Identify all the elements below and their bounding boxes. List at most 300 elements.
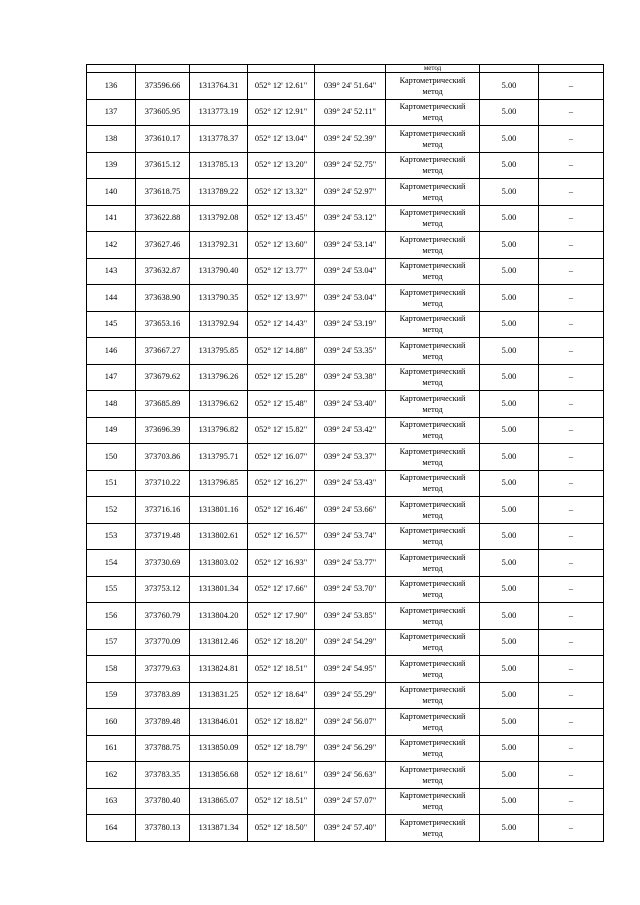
point-number-cell: 140 xyxy=(87,179,136,206)
latitude-cell: 052° 12' 17.66" xyxy=(248,576,315,603)
note-cell: – xyxy=(539,497,604,524)
note-cell: – xyxy=(539,232,604,259)
table-row xyxy=(87,311,604,338)
y-coordinate-cell: 1313790.40 xyxy=(190,258,248,285)
method-line-1: Картометрический xyxy=(399,791,466,801)
table-row xyxy=(87,629,604,656)
longitude-cell: 039° 24' 57.07" xyxy=(315,788,386,815)
table-cell xyxy=(315,65,386,73)
method-line-1: Картометрический xyxy=(399,234,466,244)
method-line-2: метод xyxy=(422,139,443,149)
note-cell: – xyxy=(539,391,604,418)
method-cell xyxy=(386,258,480,285)
method-line-1: Картометрический xyxy=(399,685,466,695)
latitude-cell: 052° 12' 13.77" xyxy=(248,258,315,285)
table-cell xyxy=(87,65,136,73)
accuracy-cell: 5.00 xyxy=(480,788,539,815)
x-coordinate-cell: 373780.40 xyxy=(136,788,190,815)
y-coordinate-cell: 1313792.08 xyxy=(190,205,248,232)
x-coordinate-cell: 373719.48 xyxy=(136,523,190,550)
y-coordinate-cell: 1313865.07 xyxy=(190,788,248,815)
accuracy-cell: 5.00 xyxy=(480,311,539,338)
method-line-2: метод xyxy=(422,298,443,308)
method-cell xyxy=(386,73,480,100)
latitude-cell: 052° 12' 15.48" xyxy=(248,391,315,418)
note-cell: – xyxy=(539,788,604,815)
note-cell: – xyxy=(539,656,604,683)
longitude-cell: 039° 24' 54.95" xyxy=(315,656,386,683)
method-line-2: метод xyxy=(422,113,443,123)
method-line-1: Картометрический xyxy=(399,155,466,165)
method-cell xyxy=(386,788,480,815)
longitude-cell: 039° 24' 53.35" xyxy=(315,338,386,365)
note-cell: – xyxy=(539,735,604,762)
point-number-cell: 143 xyxy=(87,258,136,285)
accuracy-cell: 5.00 xyxy=(480,603,539,630)
method-line-2: метод xyxy=(422,537,443,547)
x-coordinate-cell: 373783.35 xyxy=(136,762,190,789)
method-line-1: Картометрический xyxy=(399,817,466,827)
note-cell: – xyxy=(539,576,604,603)
accuracy-cell: 5.00 xyxy=(480,232,539,259)
longitude-cell: 039° 24' 53.66" xyxy=(315,497,386,524)
method-line-2: метод xyxy=(422,245,443,255)
table-row xyxy=(87,682,604,709)
method-line-1: Картометрический xyxy=(399,605,466,615)
method-line-1: Картометрический xyxy=(399,420,466,430)
note-cell: – xyxy=(539,73,604,100)
method-line-2: метод xyxy=(422,722,443,732)
method-cell xyxy=(386,497,480,524)
note-cell: – xyxy=(539,205,604,232)
latitude-cell: 052° 12' 13.97" xyxy=(248,285,315,312)
method-line-2: метод xyxy=(422,563,443,573)
method-cell xyxy=(386,603,480,630)
method-line-1: Картометрический xyxy=(399,314,466,324)
longitude-cell: 039° 24' 53.04" xyxy=(315,285,386,312)
table-row xyxy=(87,523,604,550)
point-number-cell: 163 xyxy=(87,788,136,815)
table-row xyxy=(87,364,604,391)
method-cell xyxy=(386,126,480,153)
y-coordinate-cell: 1313804.20 xyxy=(190,603,248,630)
table-cell xyxy=(539,65,604,73)
method-cell xyxy=(386,470,480,497)
y-coordinate-cell: 1313785.13 xyxy=(190,152,248,179)
method-cell xyxy=(386,285,480,312)
note-cell: – xyxy=(539,417,604,444)
table-row xyxy=(87,470,604,497)
y-coordinate-cell: 1313795.85 xyxy=(190,338,248,365)
x-coordinate-cell: 373610.17 xyxy=(136,126,190,153)
method-line-2: метод xyxy=(422,669,443,679)
latitude-cell: 052° 12' 13.20" xyxy=(248,152,315,179)
note-cell: – xyxy=(539,258,604,285)
x-coordinate-cell: 373632.87 xyxy=(136,258,190,285)
latitude-cell: 052° 12' 18.20" xyxy=(248,629,315,656)
y-coordinate-cell: 1313796.26 xyxy=(190,364,248,391)
longitude-cell: 039° 24' 53.19" xyxy=(315,311,386,338)
method-cell xyxy=(386,762,480,789)
accuracy-cell: 5.00 xyxy=(480,179,539,206)
longitude-cell: 039° 24' 52.97" xyxy=(315,179,386,206)
table-row xyxy=(87,788,604,815)
latitude-cell: 052° 12' 18.64" xyxy=(248,682,315,709)
table-row xyxy=(87,735,604,762)
x-coordinate-cell: 373783.89 xyxy=(136,682,190,709)
point-number-cell: 144 xyxy=(87,285,136,312)
method-line-1: Картометрический xyxy=(399,287,466,297)
method-cell xyxy=(386,99,480,126)
latitude-cell: 052° 12' 12.91" xyxy=(248,99,315,126)
x-coordinate-cell: 373667.27 xyxy=(136,338,190,365)
point-number-cell: 153 xyxy=(87,523,136,550)
method-line-1: Картометрический xyxy=(399,738,466,748)
point-number-cell: 145 xyxy=(87,311,136,338)
accuracy-cell: 5.00 xyxy=(480,576,539,603)
method-cell xyxy=(386,179,480,206)
method-line-2: метод xyxy=(422,86,443,96)
x-coordinate-cell: 373716.16 xyxy=(136,497,190,524)
longitude-cell: 039° 24' 51.64" xyxy=(315,73,386,100)
point-number-cell: 142 xyxy=(87,232,136,259)
y-coordinate-cell: 1313871.34 xyxy=(190,815,248,842)
y-coordinate-cell: 1313796.62 xyxy=(190,391,248,418)
method-cell xyxy=(386,205,480,232)
y-coordinate-cell: 1313773.19 xyxy=(190,99,248,126)
method-line-2: метод xyxy=(422,431,443,441)
method-cell xyxy=(386,417,480,444)
accuracy-cell: 5.00 xyxy=(480,629,539,656)
longitude-cell: 039° 24' 53.14" xyxy=(315,232,386,259)
point-number-cell: 148 xyxy=(87,391,136,418)
x-coordinate-cell: 373703.86 xyxy=(136,444,190,471)
accuracy-cell: 5.00 xyxy=(480,364,539,391)
longitude-cell: 039° 24' 52.39" xyxy=(315,126,386,153)
table-row xyxy=(87,603,604,630)
longitude-cell: 039° 24' 53.85" xyxy=(315,603,386,630)
accuracy-cell: 5.00 xyxy=(480,682,539,709)
point-number-cell: 146 xyxy=(87,338,136,365)
point-number-cell: 151 xyxy=(87,470,136,497)
latitude-cell: 052° 12' 13.45" xyxy=(248,205,315,232)
method-line-1: Картометрический xyxy=(399,75,466,85)
x-coordinate-cell: 373780.13 xyxy=(136,815,190,842)
accuracy-cell: 5.00 xyxy=(480,417,539,444)
latitude-cell: 052° 12' 18.51" xyxy=(248,656,315,683)
method-line-1: Картометрический xyxy=(399,526,466,536)
method-line-1: Картометрический xyxy=(399,102,466,112)
table-row xyxy=(87,73,604,100)
point-number-cell: 139 xyxy=(87,152,136,179)
latitude-cell: 052° 12' 16.57" xyxy=(248,523,315,550)
method-line-2: метод xyxy=(422,616,443,626)
method-line-2: метод xyxy=(422,219,443,229)
table-row xyxy=(87,99,604,126)
latitude-cell: 052° 12' 16.46" xyxy=(248,497,315,524)
method-line-2: метод xyxy=(422,590,443,600)
x-coordinate-cell: 373760.79 xyxy=(136,603,190,630)
method-line-2: метод xyxy=(422,510,443,520)
x-coordinate-cell: 373753.12 xyxy=(136,576,190,603)
method-line-1: Картометрический xyxy=(399,367,466,377)
method-cell xyxy=(386,550,480,577)
table-row xyxy=(87,338,604,365)
point-number-cell: 158 xyxy=(87,656,136,683)
latitude-cell: 052° 12' 16.27" xyxy=(248,470,315,497)
y-coordinate-cell: 1313802.61 xyxy=(190,523,248,550)
accuracy-cell: 5.00 xyxy=(480,126,539,153)
method-line-1: Картометрический xyxy=(399,340,466,350)
method-line-2: метод xyxy=(422,404,443,414)
method-line-1: Картометрический xyxy=(399,181,466,191)
table-row xyxy=(87,497,604,524)
method-line-2: метод xyxy=(422,351,443,361)
x-coordinate-cell: 373696.39 xyxy=(136,417,190,444)
accuracy-cell: 5.00 xyxy=(480,762,539,789)
accuracy-cell: 5.00 xyxy=(480,152,539,179)
note-cell: – xyxy=(539,550,604,577)
table-row xyxy=(87,232,604,259)
method-line-1: Картометрический xyxy=(399,579,466,589)
table-cell xyxy=(136,65,190,73)
method-line-2: метод xyxy=(422,378,443,388)
x-coordinate-cell: 373605.95 xyxy=(136,99,190,126)
note-cell: – xyxy=(539,444,604,471)
note-cell: – xyxy=(539,364,604,391)
point-number-cell: 137 xyxy=(87,99,136,126)
latitude-cell: 052° 12' 18.79" xyxy=(248,735,315,762)
accuracy-cell: 5.00 xyxy=(480,497,539,524)
method-cell xyxy=(386,152,480,179)
note-cell: – xyxy=(539,603,604,630)
point-number-cell: 159 xyxy=(87,682,136,709)
x-coordinate-cell: 373685.89 xyxy=(136,391,190,418)
y-coordinate-cell: 1313796.85 xyxy=(190,470,248,497)
y-coordinate-cell: 1313803.02 xyxy=(190,550,248,577)
point-number-cell: 156 xyxy=(87,603,136,630)
table-cell-method-fragment: метод xyxy=(386,65,480,73)
longitude-cell: 039° 24' 53.04" xyxy=(315,258,386,285)
accuracy-cell: 5.00 xyxy=(480,550,539,577)
x-coordinate-cell: 373788.75 xyxy=(136,735,190,762)
method-cell xyxy=(386,735,480,762)
y-coordinate-cell: 1313846.01 xyxy=(190,709,248,736)
method-line-1: Картометрический xyxy=(399,393,466,403)
table-row xyxy=(87,709,604,736)
latitude-cell: 052° 12' 13.32" xyxy=(248,179,315,206)
latitude-cell: 052° 12' 12.61" xyxy=(248,73,315,100)
accuracy-cell: 5.00 xyxy=(480,709,539,736)
table-row xyxy=(87,656,604,683)
longitude-cell: 039° 24' 53.74" xyxy=(315,523,386,550)
latitude-cell: 052° 12' 18.50" xyxy=(248,815,315,842)
latitude-cell: 052° 12' 16.93" xyxy=(248,550,315,577)
method-line-1: Картометрический xyxy=(399,446,466,456)
note-cell: – xyxy=(539,629,604,656)
table-row xyxy=(87,391,604,418)
accuracy-cell: 5.00 xyxy=(480,656,539,683)
method-line-2: метод xyxy=(422,166,443,176)
point-number-cell: 161 xyxy=(87,735,136,762)
longitude-cell: 039° 24' 53.70" xyxy=(315,576,386,603)
method-line-2: метод xyxy=(422,802,443,812)
accuracy-cell: 5.00 xyxy=(480,735,539,762)
table-row xyxy=(87,179,604,206)
method-line-2: метод xyxy=(422,749,443,759)
method-line-1: Картометрический xyxy=(399,552,466,562)
latitude-cell: 052° 12' 13.60" xyxy=(248,232,315,259)
method-line-1: Картометрический xyxy=(399,711,466,721)
longitude-cell: 039° 24' 55.29" xyxy=(315,682,386,709)
x-coordinate-cell: 373622.88 xyxy=(136,205,190,232)
table-row xyxy=(87,762,604,789)
latitude-cell: 052° 12' 18.61" xyxy=(248,762,315,789)
note-cell: – xyxy=(539,285,604,312)
table-row xyxy=(87,205,604,232)
y-coordinate-cell: 1313850.09 xyxy=(190,735,248,762)
point-number-cell: 141 xyxy=(87,205,136,232)
y-coordinate-cell: 1313795.71 xyxy=(190,444,248,471)
x-coordinate-cell: 373596.66 xyxy=(136,73,190,100)
y-coordinate-cell: 1313824.81 xyxy=(190,656,248,683)
note-cell: – xyxy=(539,682,604,709)
longitude-cell: 039° 24' 57.40" xyxy=(315,815,386,842)
accuracy-cell: 5.00 xyxy=(480,338,539,365)
method-cell xyxy=(386,444,480,471)
point-number-cell: 136 xyxy=(87,73,136,100)
y-coordinate-cell: 1313789.22 xyxy=(190,179,248,206)
point-number-cell: 160 xyxy=(87,709,136,736)
method-line-2: метод xyxy=(422,325,443,335)
longitude-cell: 039° 24' 52.11" xyxy=(315,99,386,126)
x-coordinate-cell: 373627.46 xyxy=(136,232,190,259)
point-number-cell: 164 xyxy=(87,815,136,842)
method-cell xyxy=(386,576,480,603)
x-coordinate-cell: 373789.48 xyxy=(136,709,190,736)
method-cell xyxy=(386,629,480,656)
note-cell: – xyxy=(539,99,604,126)
longitude-cell: 039° 24' 53.12" xyxy=(315,205,386,232)
x-coordinate-cell: 373770.09 xyxy=(136,629,190,656)
x-coordinate-cell: 373779.63 xyxy=(136,656,190,683)
latitude-cell: 052° 12' 13.04" xyxy=(248,126,315,153)
y-coordinate-cell: 1313801.34 xyxy=(190,576,248,603)
longitude-cell: 039° 24' 53.42" xyxy=(315,417,386,444)
latitude-cell: 052° 12' 15.82" xyxy=(248,417,315,444)
y-coordinate-cell: 1313856.68 xyxy=(190,762,248,789)
latitude-cell: 052° 12' 15.28" xyxy=(248,364,315,391)
method-line-1: Картометрический xyxy=(399,208,466,218)
y-coordinate-cell: 1313792.31 xyxy=(190,232,248,259)
latitude-cell: 052° 12' 14.88" xyxy=(248,338,315,365)
longitude-cell: 039° 24' 53.37" xyxy=(315,444,386,471)
table-cell xyxy=(190,65,248,73)
y-coordinate-cell: 1313790.35 xyxy=(190,285,248,312)
method-line-1: Картометрический xyxy=(399,658,466,668)
latitude-cell: 052° 12' 14.43" xyxy=(248,311,315,338)
table-row xyxy=(87,417,604,444)
method-line-1: Картометрический xyxy=(399,632,466,642)
y-coordinate-cell: 1313792.94 xyxy=(190,311,248,338)
method-line-2: метод xyxy=(422,775,443,785)
longitude-cell: 039° 24' 52.75" xyxy=(315,152,386,179)
accuracy-cell: 5.00 xyxy=(480,99,539,126)
method-cell xyxy=(386,815,480,842)
table-row xyxy=(87,444,604,471)
method-cell xyxy=(386,709,480,736)
method-line-2: метод xyxy=(422,828,443,838)
x-coordinate-cell: 373615.12 xyxy=(136,152,190,179)
longitude-cell: 039° 24' 56.29" xyxy=(315,735,386,762)
accuracy-cell: 5.00 xyxy=(480,444,539,471)
y-coordinate-cell: 1313796.82 xyxy=(190,417,248,444)
longitude-cell: 039° 24' 53.77" xyxy=(315,550,386,577)
note-cell: – xyxy=(539,709,604,736)
accuracy-cell: 5.00 xyxy=(480,523,539,550)
y-coordinate-cell: 1313812.46 xyxy=(190,629,248,656)
accuracy-cell: 5.00 xyxy=(480,470,539,497)
method-cell xyxy=(386,656,480,683)
table-row xyxy=(87,126,604,153)
note-cell: – xyxy=(539,523,604,550)
method-cell xyxy=(386,232,480,259)
note-cell: – xyxy=(539,152,604,179)
table-row xyxy=(87,550,604,577)
longitude-cell: 039° 24' 53.38" xyxy=(315,364,386,391)
table-row xyxy=(87,815,604,842)
coordinates-table xyxy=(86,64,604,842)
method-cell xyxy=(386,364,480,391)
method-cell xyxy=(386,391,480,418)
note-cell: – xyxy=(539,815,604,842)
point-number-cell: 150 xyxy=(87,444,136,471)
accuracy-cell: 5.00 xyxy=(480,258,539,285)
note-cell: – xyxy=(539,311,604,338)
document-page xyxy=(86,64,603,842)
note-cell: – xyxy=(539,179,604,206)
table-cell xyxy=(248,65,315,73)
method-cell xyxy=(386,682,480,709)
method-line-1: Картометрический xyxy=(399,473,466,483)
note-cell: – xyxy=(539,338,604,365)
table-row xyxy=(87,152,604,179)
accuracy-cell: 5.00 xyxy=(480,205,539,232)
table-row xyxy=(87,258,604,285)
point-number-cell: 162 xyxy=(87,762,136,789)
note-cell: – xyxy=(539,470,604,497)
latitude-cell: 052° 12' 17.90" xyxy=(248,603,315,630)
method-line-2: метод xyxy=(422,643,443,653)
method-line-1: Картометрический xyxy=(399,261,466,271)
note-cell: – xyxy=(539,126,604,153)
accuracy-cell: 5.00 xyxy=(480,815,539,842)
accuracy-cell: 5.00 xyxy=(480,391,539,418)
longitude-cell: 039° 24' 56.07" xyxy=(315,709,386,736)
longitude-cell: 039° 24' 53.40" xyxy=(315,391,386,418)
method-cell xyxy=(386,311,480,338)
accuracy-cell: 5.00 xyxy=(480,73,539,100)
x-coordinate-cell: 373679.62 xyxy=(136,364,190,391)
latitude-cell: 052° 12' 16.07" xyxy=(248,444,315,471)
point-number-cell: 152 xyxy=(87,497,136,524)
point-number-cell: 157 xyxy=(87,629,136,656)
method-line-2: метод xyxy=(422,484,443,494)
latitude-cell: 052° 12' 18.51" xyxy=(248,788,315,815)
method-line-2: метод xyxy=(422,192,443,202)
table-row-continuation xyxy=(87,65,604,73)
point-number-cell: 155 xyxy=(87,576,136,603)
